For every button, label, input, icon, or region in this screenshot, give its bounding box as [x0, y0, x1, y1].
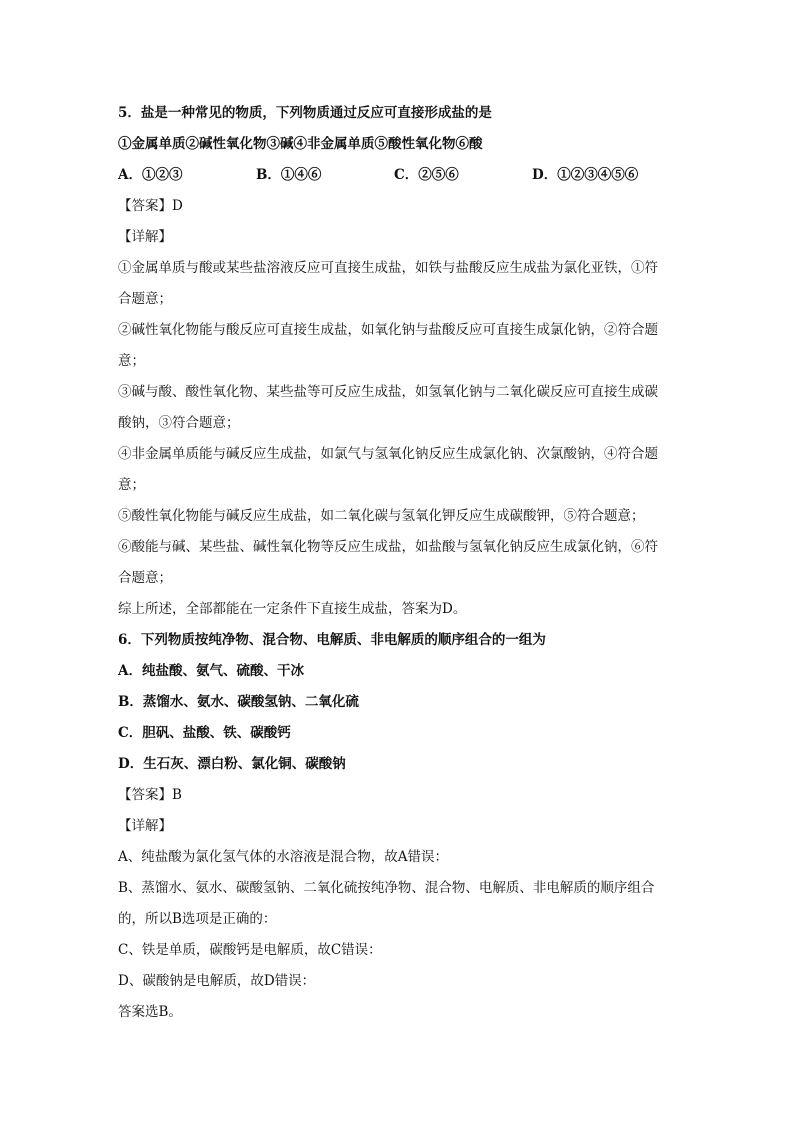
q6-explanation-line: 的，所以B选项是正确的：	[118, 911, 277, 927]
q5-option-c: C．②⑤⑥	[394, 167, 459, 183]
q5-question: 5．盐是一种常见的物质，下列物质通过反应可直接形成盐的是	[118, 105, 492, 121]
q5-option-b: B．①④⑥	[256, 167, 322, 183]
q6-answer: 【答案】B	[118, 787, 182, 803]
q5-explanation-line: ④非金属单质能与碱反应生成盐，如氯气与氢氧化钠反应生成氯化钠、次氯酸钠，④符合题	[118, 446, 658, 462]
q5-explanation-line: ⑤酸性氧化物能与碱反应生成盐，如二氧化碳与氢氧化钾反应生成碳酸钾，⑤符合题意；	[118, 508, 645, 524]
q5-explanation-line: ②碱性氧化物能与酸反应可直接生成盐，如氧化钠与盐酸反应可直接生成氯化钠，②符合题	[118, 322, 658, 338]
q5-options	[118, 160, 678, 191]
q5-option-a: A．①②③	[118, 167, 183, 183]
q6-option-c: C．胆矾、盐酸、铁、碳酸钙	[118, 725, 291, 741]
q5-explanation-line: ①金属单质与酸或某些盐溶液反应可直接生成盐，如铁与盐酸反应生成盐为氯化亚铁，①符	[118, 260, 658, 276]
q6-explanation-line: 答案选B。	[118, 1004, 182, 1020]
q5-option-d: D．①②③④⑤⑥	[532, 167, 639, 183]
q6-question: 6．下列物质按纯净物、混合物、电解质、非电解质的顺序组合的一组为	[118, 632, 546, 648]
q6-explanation-line: D、碳酸钠是电解质，故D错误：	[118, 973, 316, 989]
q5-detail-label: 【详解】	[118, 229, 172, 245]
q5-explanation-line: 酸钠，③符合题意；	[118, 415, 240, 431]
q6-option-b: B．蒸馏水、氨水、碳酸氢钠、二氧化硫	[118, 694, 359, 710]
q5-explanation-line: ③碱与酸、酸性氧化物、某些盐等可反应生成盐，如氢氧化钠与二氧化碳反应可直接生成碳	[118, 384, 658, 400]
q5-answer: 【答案】D	[118, 198, 183, 214]
q6-explanation-line: B、蒸馏水、氨水、碳酸氢钠、二氧化硫按纯净物、混合物、电解质、非电解质的顺序组合	[118, 880, 655, 896]
q5-explanation-line: 合题意；	[118, 570, 172, 586]
q5-explanation-line: 意；	[118, 477, 145, 493]
q6-option-d: D．生石灰、漂白粉、氯化铜、碳酸钠	[118, 756, 346, 772]
q5-explanation-line: 意；	[118, 353, 145, 369]
q5-items: ①金属单质②碱性氧化物③碱④非金属单质⑤酸性氧化物⑥酸	[118, 136, 483, 152]
q6-explanation-line: A、纯盐酸为氯化氢气体的水溶液是混合物，故A错误：	[118, 849, 448, 865]
q6-explanation-line: C、铁是单质，碳酸钙是电解质，故C错误：	[118, 942, 382, 958]
q6-detail-label: 【详解】	[118, 818, 172, 834]
q5-explanation-line: ⑥酸能与碱、某些盐、碱性氧化物等反应生成盐，如盐酸与氢氧化钠反应生成氯化钠，⑥符	[118, 539, 658, 555]
q5-explanation-line: 综上所述，全部都能在一定条件下直接生成盐，答案为D。	[118, 601, 467, 617]
q6-option-a: A．纯盐酸、氨气、硫酸、干冰	[118, 663, 304, 679]
document-page	[118, 98, 678, 1028]
q5-explanation-line: 合题意；	[118, 291, 172, 307]
